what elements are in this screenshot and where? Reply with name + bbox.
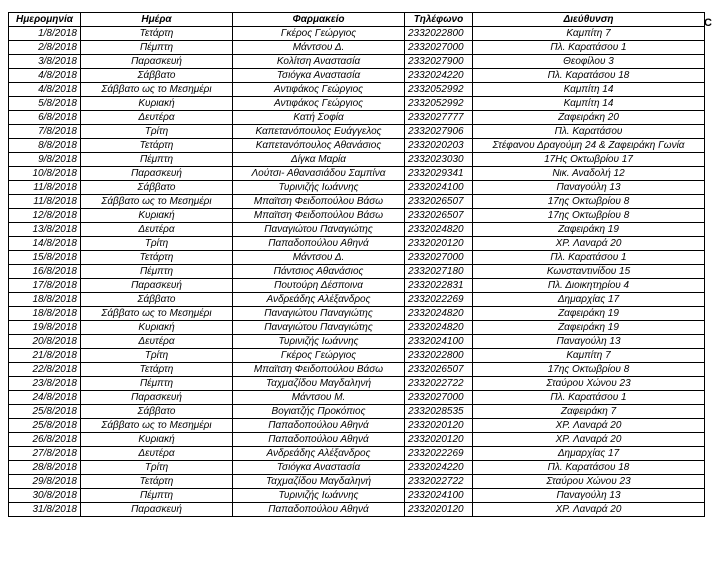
cell-day: Σάββατο — [81, 405, 233, 419]
cell-day: Σάββατο ως το Μεσημέρι — [81, 419, 233, 433]
cell-day: Πέμπτη — [81, 489, 233, 503]
cell-date: 29/8/2018 — [9, 475, 81, 489]
cell-date: 22/8/2018 — [9, 363, 81, 377]
table-row — [9, 321, 705, 335]
cell-date: 18/8/2018 — [9, 293, 81, 307]
cell-address: Πλ. Καρατάσου 1 — [473, 391, 705, 405]
cell-day: Δευτέρα — [81, 335, 233, 349]
table-row — [9, 475, 705, 489]
table-row — [9, 27, 705, 41]
cell-phone: 2332024220 — [405, 461, 473, 475]
cell-date: 16/8/2018 — [9, 265, 81, 279]
cell-address: Πλ. Καρατάσου 18 — [473, 461, 705, 475]
cell-phone: 2332020120 — [405, 419, 473, 433]
table-row — [9, 223, 705, 237]
cell-date: 9/8/2018 — [9, 153, 81, 167]
cell-day: Τετάρτη — [81, 139, 233, 153]
cell-pharmacy: Μπαϊτση Φειδοπούλου Βάσω — [233, 363, 405, 377]
cell-address: ΧΡ. Λαναρά 20 — [473, 419, 705, 433]
table-row — [9, 83, 705, 97]
cell-date: 30/8/2018 — [9, 489, 81, 503]
cell-address: Ζαφειράκη 19 — [473, 223, 705, 237]
cell-address: Πλ. Καρατάσου 1 — [473, 41, 705, 55]
cell-day: Τετάρτη — [81, 251, 233, 265]
table-row — [9, 181, 705, 195]
cell-pharmacy: Παναγιώτου Παναγιώτης — [233, 307, 405, 321]
cell-phone: 2332027000 — [405, 391, 473, 405]
cut-off-edge-character: C — [704, 17, 712, 29]
cell-phone: 2332026507 — [405, 209, 473, 223]
cell-date: 1/8/2018 — [9, 27, 81, 41]
table-row — [9, 335, 705, 349]
cell-date: 25/8/2018 — [9, 405, 81, 419]
cell-phone: 2332024100 — [405, 335, 473, 349]
cell-pharmacy: Τσιόγκα Αναστασία — [233, 69, 405, 83]
cell-pharmacy: Μπαϊτση Φειδοπούλου Βάσω — [233, 209, 405, 223]
table-row — [9, 293, 705, 307]
cell-day: Τρίτη — [81, 461, 233, 475]
cell-date: 28/8/2018 — [9, 461, 81, 475]
cell-date: 21/8/2018 — [9, 349, 81, 363]
table-row — [9, 265, 705, 279]
cell-phone: 2332022722 — [405, 377, 473, 391]
header-day: Ημέρα — [81, 13, 233, 27]
cell-pharmacy: Παπαδοπούλου Αθηνά — [233, 503, 405, 517]
cell-pharmacy: Μάντσου Μ. — [233, 391, 405, 405]
cell-address: Ζαφειράκη 19 — [473, 307, 705, 321]
cell-date: 18/8/2018 — [9, 307, 81, 321]
cell-day: Πέμπτη — [81, 377, 233, 391]
cell-date: 3/8/2018 — [9, 55, 81, 69]
cell-date: 10/8/2018 — [9, 167, 81, 181]
cell-phone: 2332024820 — [405, 321, 473, 335]
cell-day: Σάββατο — [81, 293, 233, 307]
cell-day: Πέμπτη — [81, 265, 233, 279]
cell-day: Σάββατο — [81, 181, 233, 195]
cell-day: Δευτέρα — [81, 223, 233, 237]
cell-pharmacy: Παναγιώτου Παναγιώτης — [233, 321, 405, 335]
cell-address: Καμπίτη 14 — [473, 97, 705, 111]
cell-phone: 2332028535 — [405, 405, 473, 419]
cell-day: Κυριακή — [81, 209, 233, 223]
cell-day: Κυριακή — [81, 97, 233, 111]
table-row — [9, 195, 705, 209]
cell-day: Σάββατο ως το Μεσημέρι — [81, 195, 233, 209]
cell-address: Παναγούλη 13 — [473, 489, 705, 503]
cell-phone: 2332027900 — [405, 55, 473, 69]
cell-day: Τετάρτη — [81, 363, 233, 377]
cell-date: 13/8/2018 — [9, 223, 81, 237]
cell-address: 17ης Οκτωβρίου 8 — [473, 363, 705, 377]
cell-phone: 2332052992 — [405, 97, 473, 111]
cell-address: ΧΡ. Λαναρά 20 — [473, 503, 705, 517]
cell-day: Τετάρτη — [81, 475, 233, 489]
header-phone: Τηλέφωνο — [405, 13, 473, 27]
table-row — [9, 125, 705, 139]
table-row — [9, 419, 705, 433]
cell-day: Κυριακή — [81, 433, 233, 447]
table-row — [9, 489, 705, 503]
cell-pharmacy: Τυρινιζής Ιωάννης — [233, 335, 405, 349]
cell-phone: 2332024100 — [405, 181, 473, 195]
cell-date: 12/8/2018 — [9, 209, 81, 223]
cell-pharmacy: Κατή Σοφία — [233, 111, 405, 125]
table-row — [9, 377, 705, 391]
cell-pharmacy: Μπαϊτση Φειδοπούλου Βάσω — [233, 195, 405, 209]
cell-date: 19/8/2018 — [9, 321, 81, 335]
cell-phone: 2332022269 — [405, 293, 473, 307]
table-row — [9, 405, 705, 419]
cell-pharmacy: Πάντσιος Αθανάσιος — [233, 265, 405, 279]
cell-phone: 2332024220 — [405, 69, 473, 83]
cell-day: Παρασκευή — [81, 167, 233, 181]
cell-phone: 2332027180 — [405, 265, 473, 279]
cell-address: Καμπίτη 7 — [473, 27, 705, 41]
cell-day: Κυριακή — [81, 321, 233, 335]
table-row — [9, 41, 705, 55]
cell-address: Πλ. Καρατάσου 1 — [473, 251, 705, 265]
cell-date: 2/8/2018 — [9, 41, 81, 55]
cell-pharmacy: Καπετανόπουλος Αθανάσιος — [233, 139, 405, 153]
cell-address: Πλ. Καρατάσου 18 — [473, 69, 705, 83]
cell-address: Δημαρχίας 17 — [473, 293, 705, 307]
cell-day: Παρασκευή — [81, 279, 233, 293]
table-row — [9, 461, 705, 475]
cell-pharmacy: Καπετανόπουλος Ευάγγελος — [233, 125, 405, 139]
cell-day: Δευτέρα — [81, 447, 233, 461]
cell-phone: 2332026507 — [405, 195, 473, 209]
cell-date: 27/8/2018 — [9, 447, 81, 461]
cell-pharmacy: Παναγιώτου Παναγιώτης — [233, 223, 405, 237]
cell-phone: 2332022800 — [405, 27, 473, 41]
cell-phone: 2332027777 — [405, 111, 473, 125]
cell-phone: 2332052992 — [405, 83, 473, 97]
cell-day: Σάββατο ως το Μεσημέρι — [81, 307, 233, 321]
header-address: Διεύθυνση — [473, 13, 705, 27]
cell-phone: 2332020120 — [405, 237, 473, 251]
cell-phone: 2332026507 — [405, 363, 473, 377]
cell-day: Πέμπτη — [81, 153, 233, 167]
cell-pharmacy: Αντιφάκος Γεώργιος — [233, 83, 405, 97]
cell-day: Παρασκευή — [81, 55, 233, 69]
cell-day: Τρίτη — [81, 125, 233, 139]
cell-day: Τρίτη — [81, 349, 233, 363]
cell-date: 25/8/2018 — [9, 419, 81, 433]
cell-day: Τρίτη — [81, 237, 233, 251]
table-row — [9, 363, 705, 377]
table-row — [9, 167, 705, 181]
cell-phone: 2332024820 — [405, 223, 473, 237]
cell-date: 4/8/2018 — [9, 69, 81, 83]
cell-address: Ζαφειράκη 7 — [473, 405, 705, 419]
cell-pharmacy: Μάντσου Δ. — [233, 251, 405, 265]
cell-pharmacy: Ανδρεάδης Αλέξανδρος — [233, 447, 405, 461]
cell-address: 17ης Οκτωβρίου 8 — [473, 195, 705, 209]
cell-pharmacy: Παπαδοπούλου Αθηνά — [233, 433, 405, 447]
cell-day: Δευτέρα — [81, 111, 233, 125]
pharmacy-duty-schedule-table — [8, 12, 705, 517]
cell-date: 7/8/2018 — [9, 125, 81, 139]
cell-day: Πέμπτη — [81, 41, 233, 55]
table-row — [9, 279, 705, 293]
cell-pharmacy: Λούτσι- Αθανασιάδου Σαμπίνα — [233, 167, 405, 181]
cell-address: Νικ. Αναδολή 12 — [473, 167, 705, 181]
cell-pharmacy: Ανδρεάδης Αλέξανδρος — [233, 293, 405, 307]
cell-date: 24/8/2018 — [9, 391, 81, 405]
cell-date: 4/8/2018 — [9, 83, 81, 97]
cell-phone: 2332022722 — [405, 475, 473, 489]
cell-date: 6/8/2018 — [9, 111, 81, 125]
cell-date: 8/8/2018 — [9, 139, 81, 153]
cell-address: ΧΡ. Λαναρά 20 — [473, 433, 705, 447]
cell-address: Σταύρου Χώνου 23 — [473, 475, 705, 489]
cell-day: Παρασκευή — [81, 503, 233, 517]
cell-phone: 2332020120 — [405, 503, 473, 517]
cell-phone: 2332020203 — [405, 139, 473, 153]
cell-pharmacy: Πουτούρη Δέσποινα — [233, 279, 405, 293]
cell-pharmacy: Δίγκα Μαρία — [233, 153, 405, 167]
cell-pharmacy: Γκέρος Γεώργιος — [233, 349, 405, 363]
table-row — [9, 209, 705, 223]
cell-day: Παρασκευή — [81, 391, 233, 405]
table-row — [9, 237, 705, 251]
cell-date: 5/8/2018 — [9, 97, 81, 111]
cell-address: 17ης Οκτωβρίου 8 — [473, 209, 705, 223]
cell-address: ΧΡ. Λαναρά 20 — [473, 237, 705, 251]
cell-phone: 2332022269 — [405, 447, 473, 461]
cell-address: Πλ. Διοικητηρίου 4 — [473, 279, 705, 293]
cell-date: 23/8/2018 — [9, 377, 81, 391]
cell-pharmacy: Γκέρος Γεώργιος — [233, 27, 405, 41]
cell-address: Παναγούλη 13 — [473, 181, 705, 195]
cell-date: 15/8/2018 — [9, 251, 81, 265]
cell-pharmacy: Τυρινιζής Ιωάννης — [233, 181, 405, 195]
cell-pharmacy: Παπαδοπούλου Αθηνά — [233, 419, 405, 433]
cell-phone: 2332027906 — [405, 125, 473, 139]
cell-address: 17Ης Οκτωβρίου 17 — [473, 153, 705, 167]
cell-address: Παναγούλη 13 — [473, 335, 705, 349]
cell-date: 31/8/2018 — [9, 503, 81, 517]
cell-date: 11/8/2018 — [9, 195, 81, 209]
cell-pharmacy: Βογιατζής Προκόπιος — [233, 405, 405, 419]
cell-pharmacy: Παπαδοπούλου Αθηνά — [233, 237, 405, 251]
table-row — [9, 139, 705, 153]
table-row — [9, 349, 705, 363]
cell-phone: 2332023030 — [405, 153, 473, 167]
cell-phone: 2332029341 — [405, 167, 473, 181]
cell-address: Πλ. Καρατάσου — [473, 125, 705, 139]
cell-address: Καμπίτη 14 — [473, 83, 705, 97]
table-row — [9, 111, 705, 125]
cell-pharmacy: Ταχμαζίδου Μαγδαληνή — [233, 475, 405, 489]
cell-pharmacy: Μάντσου Δ. — [233, 41, 405, 55]
cell-date: 20/8/2018 — [9, 335, 81, 349]
cell-phone: 2332027000 — [405, 41, 473, 55]
cell-phone: 2332022831 — [405, 279, 473, 293]
cell-phone: 2332022800 — [405, 349, 473, 363]
cell-pharmacy: Ταχμαζίδου Μαγδαληνή — [233, 377, 405, 391]
cell-phone: 2332020120 — [405, 433, 473, 447]
cell-phone: 2332027000 — [405, 251, 473, 265]
cell-day: Σάββατο ως το Μεσημέρι — [81, 83, 233, 97]
header-row — [9, 13, 705, 27]
table-row — [9, 433, 705, 447]
cell-date: 14/8/2018 — [9, 237, 81, 251]
cell-address: Δημαρχίας 17 — [473, 447, 705, 461]
table-row — [9, 391, 705, 405]
cell-pharmacy: Τυρινιζής Ιωάννης — [233, 489, 405, 503]
cell-pharmacy: Τσιόγκα Αναστασία — [233, 461, 405, 475]
table-row — [9, 69, 705, 83]
table-row — [9, 503, 705, 517]
cell-date: 17/8/2018 — [9, 279, 81, 293]
cell-address: Κωνσταντινίδου 15 — [473, 265, 705, 279]
table-row — [9, 307, 705, 321]
header-date: Ημερομηνία — [9, 13, 81, 27]
cell-date: 11/8/2018 — [9, 181, 81, 195]
cell-address: Στέφανου Δραγούμη 24 & Ζαφειράκη Γωνία — [473, 139, 705, 153]
table-row — [9, 447, 705, 461]
cell-day: Τετάρτη — [81, 27, 233, 41]
table-row — [9, 55, 705, 69]
table-row — [9, 97, 705, 111]
cell-address: Ζαφειράκη 19 — [473, 321, 705, 335]
table-row — [9, 251, 705, 265]
cell-pharmacy: Κολίτση Αναστασία — [233, 55, 405, 69]
cell-phone: 2332024100 — [405, 489, 473, 503]
cell-day: Σάββατο — [81, 69, 233, 83]
cell-address: Σταύρου Χώνου 23 — [473, 377, 705, 391]
cell-address: Ζαφειράκη 20 — [473, 111, 705, 125]
cell-phone: 2332024820 — [405, 307, 473, 321]
header-pharmacy: Φαρμακείο — [233, 13, 405, 27]
cell-pharmacy: Αντιφάκος Γεώργιος — [233, 97, 405, 111]
cell-date: 26/8/2018 — [9, 433, 81, 447]
table-row — [9, 153, 705, 167]
cell-address: Θεοφίλου 3 — [473, 55, 705, 69]
cell-address: Καμπίτη 7 — [473, 349, 705, 363]
